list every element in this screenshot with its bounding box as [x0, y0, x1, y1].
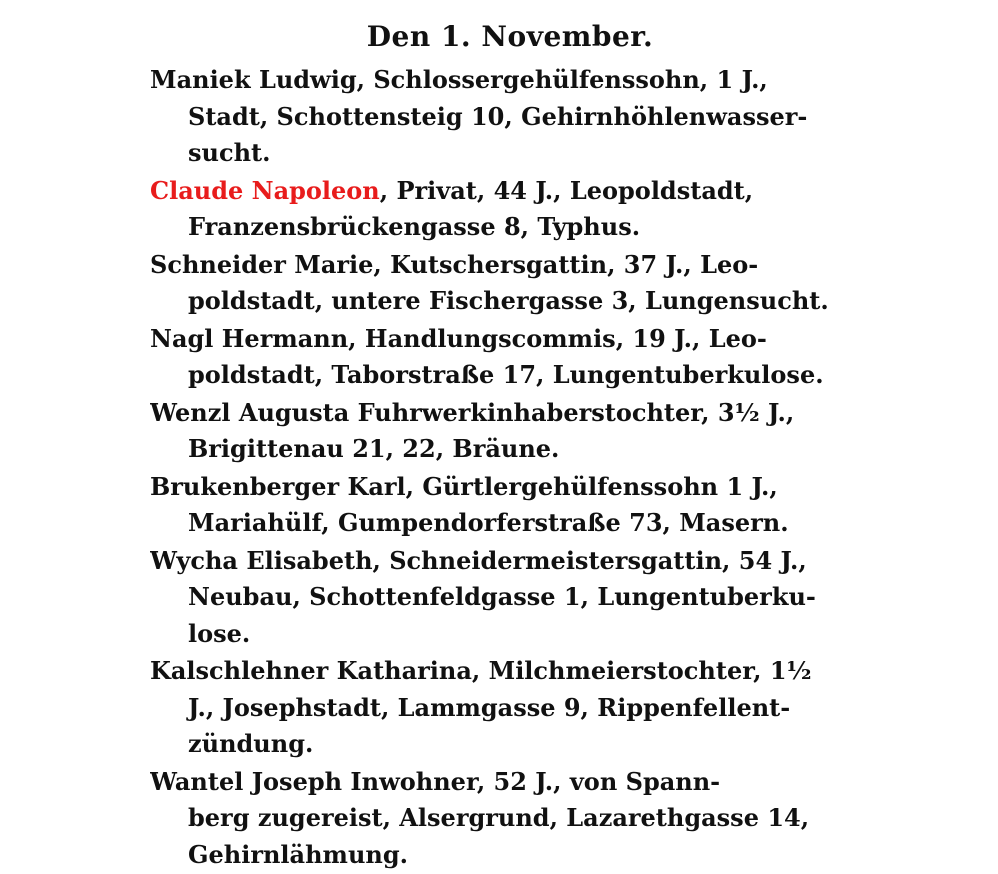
entry-line: Wantel Joseph Inwohner, 52 J., von Spann-	[150, 766, 721, 796]
entry-line: zündung.	[188, 729, 314, 758]
entry-line: J., Josephstadt, Lammgasse 9, Rippenfellent-	[188, 692, 791, 722]
entry-line: Stadt, Schottensteig 10, Gehirnhöhlenwasser-	[188, 101, 808, 131]
entry-line: berg zugereist, Alsergrund, Lazarethgasse 14,	[188, 803, 810, 832]
entry-line: Nagl Hermann, Handlungscommis, 19 J., Leo-	[150, 323, 767, 353]
entry-line: Wenzl Augusta Fuhrwerkinhaberstochter, 3½ J.,	[150, 397, 795, 427]
death-notice-entry	[150, 321, 840, 394]
entry-line: sucht.	[188, 138, 271, 167]
death-notice-entry	[150, 173, 840, 246]
entry-line: Brukenberger Karl, Gürtlergehülfenssohn 1 J.,	[150, 471, 778, 501]
entry-line: poldstadt, untere Fischergasse 3, Lungensucht.	[188, 286, 829, 315]
entry-line: Gehirnlähmung.	[188, 839, 408, 869]
death-notice-entry	[150, 543, 840, 653]
entry-line: Kalschlehner Katharina, Milchmeierstochter, 1½	[150, 656, 812, 685]
newspaper-column	[150, 18, 840, 874]
entry-line: Brigittenau 21, 22, Bräune.	[188, 434, 560, 463]
death-notice-entry	[150, 653, 840, 763]
entry-line: Mariahülf, Gumpendorferstraße 73, Masern.	[188, 508, 789, 537]
entry-line: Schneider Marie, Kutschersgattin, 37 J., Leo-	[150, 249, 759, 279]
entry-line: Maniek Ludwig, Schlossergehülfenssohn, 1 J.,	[150, 65, 768, 94]
entry-line: Wycha Elisabeth, Schneidermeistersgattin, 54 J.,	[150, 545, 807, 575]
entry-line: Neubau, Schottenfeldgasse 1, Lungentuberku-	[188, 582, 816, 611]
entry-line	[150, 173, 840, 210]
death-notice-entry	[150, 764, 840, 874]
entry-line: poldstadt, Taborstraße 17, Lungentuberkulose.	[188, 360, 824, 389]
death-notice-entry	[150, 395, 840, 468]
entry-line: lose.	[188, 618, 251, 648]
entry-line-rest: , Privat, 44 J., Leopoldstadt,	[379, 175, 754, 205]
date-heading: Den 1. November.	[366, 20, 654, 53]
death-notice-entry	[150, 62, 840, 172]
entry-line: Franzensbrückengasse 8, Typhus.	[188, 212, 641, 241]
death-notice-entry	[150, 247, 840, 320]
death-notice-entry	[150, 469, 840, 542]
highlighted-name: Claude Napoleon	[150, 175, 380, 205]
